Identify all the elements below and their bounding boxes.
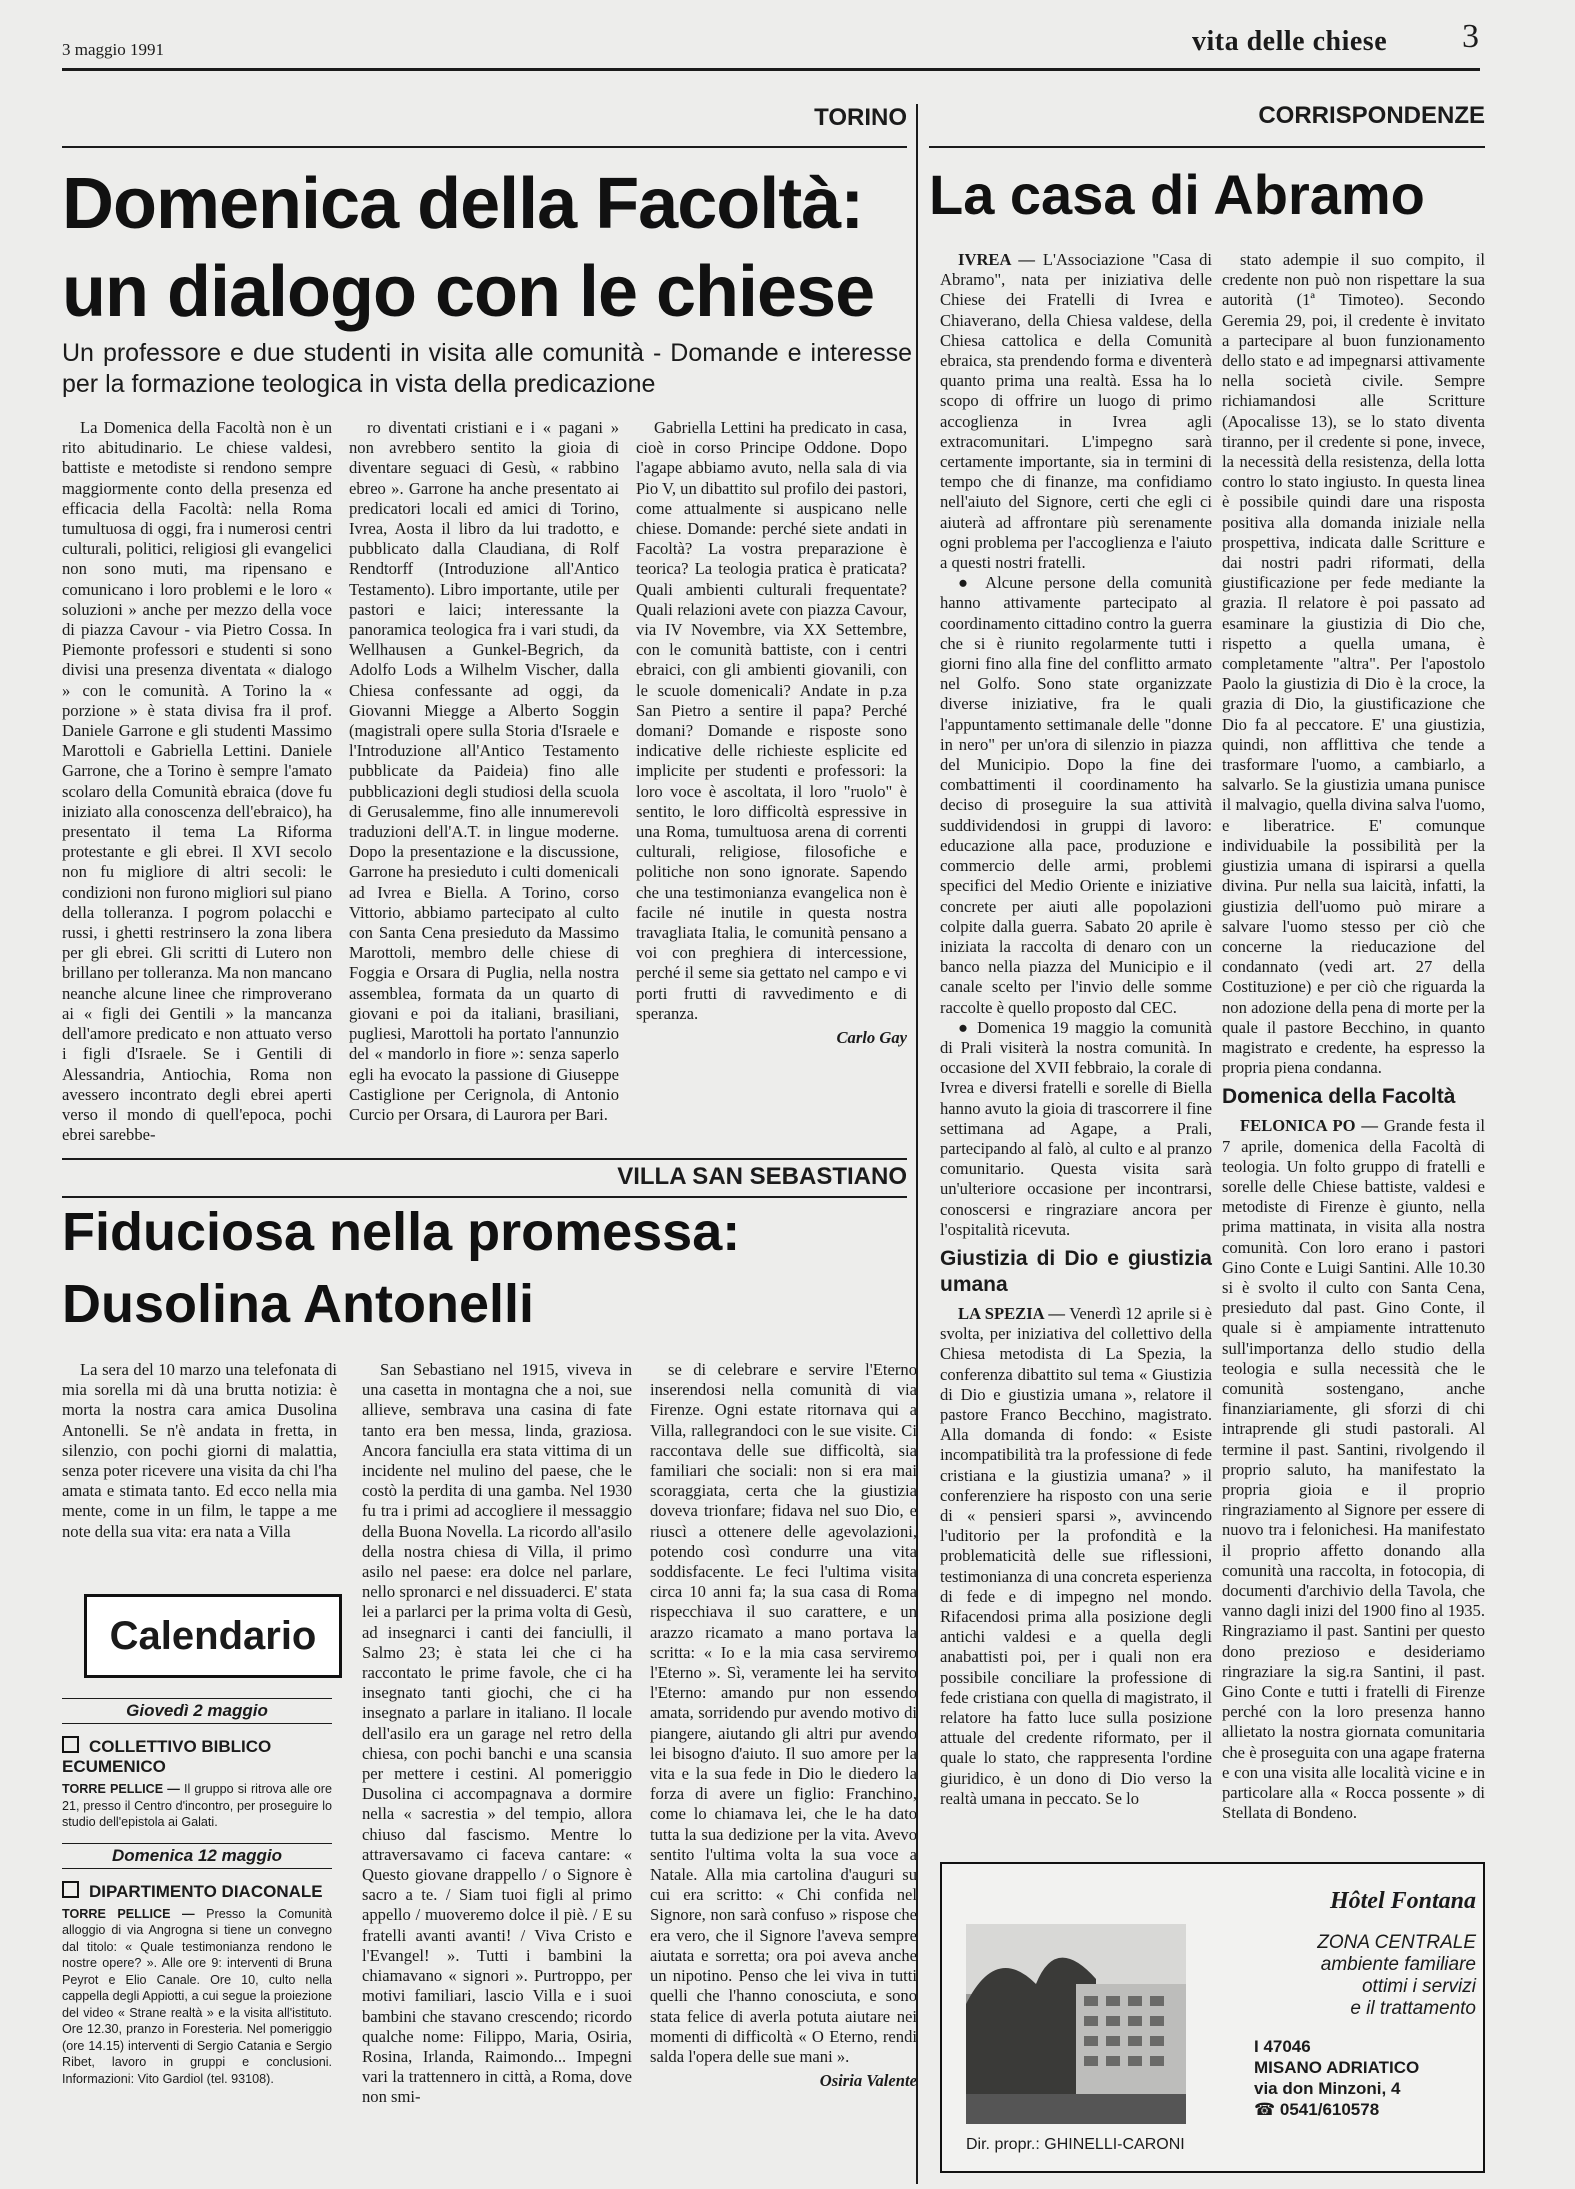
author-signature: Carlo Gay — [836, 1028, 907, 1048]
article-column: se di celebrare e servire l'Eterno inserendosi nella comunità di via Firenze. Ogni estate ritornava qui a Villa, rallegrandoci con le sue visite. Ci raccontava delle sue difficoltà, sia familiari che sociali: non si era mai scoraggiata, certa che la giustizia doveva trionfare; fidava nel suo Dio, e riuscì a ottenere delle agevolazioni, potendo così condurre una vita soddisfacente. Le feci l'ultima visita circa 10 anni fa; la sua casa di Roma rispecchiava il suo carattere, e un arazzo ricamato a mano portava la scritta: « Io e la mia casa serviremo l'Eterno ». Sì, veramente lei ha servito l'Eterno: amando pur non essendo amata, sorridendo pur avendo motivo di piangere, aiutando gli altri pur avendo lei bisogno d'aiuto. Il suo amore per la vita e la sua fede in Dio le diedero la forza di avere un figlio: Franchino, come lo chiamava lei, che le ha dato tutta la sua dedizione per la vita. Avevo sentito l'ultima volta la sua voce a Natale. Alla mia cartolina d'auguri su cui era scritto: « Chi confida nel Signore, non sarà confuso » rispose che era vero, che il Signore l'aveva sempre aiutata e sorretta; ora poi aveva anche un nipotino. Penso che lei viva in tutti quelli che l'hanno conosciuta, e sono stata felice di averla potuta aiutare nei momenti di difficoltà « O Eterno, rendi salda l'opera delle sue mani ». Osiria Valente — [650, 1360, 917, 2091]
phone-number: ☎ 0541/610578 — [1254, 2100, 1380, 2119]
calendar-event-title: COLLETTIVO BIBLICO ECUMENICO — [62, 1737, 272, 1776]
article-column: Gabriella Lettini ha predicato in casa, cioè in corso Principe Oddone. Dopo l'agape abbiamo avuto, nella sala di via Pio V, un dibattito sul profilo dei pastori, come attualmente si auspicano nelle chiese. Domande: perché siete andati in Facoltà? La vostra preparazione è teorica? La teologia pratica è praticata? Quali ambienti culturali frequentate? Quali relazioni avete con piazza Cavour, via IV Novembre, via XX Settembre, con le comunità battiste, con i centri ebraici, con gli ambienti giovanili, con le scuole domenicali? Andate in p.za San Pietro a sentire il papa? Perché domani? Domande e risposte sono indicative delle richieste esplicite ed implicite per studenti e professori: la loro voce è ascoltata, il loro "ruolo" è sentito, le loro difficoltà espressive in una Roma, tumultuosa arena di correnti culturali, religiose, filosofiche e politiche non sono ignorate. Sapendo che una testimonianza evangelica non è facile né inutile in questa nostra travagliata Italia, le comunità pensano a voi con preghiera di intercessione, perché il seme sia gettato nel campo e vi porti frutti di ravvedimento e di speranza. Carlo Gay — [636, 418, 907, 1048]
hotel-name: Hôtel Fontana — [1329, 1888, 1476, 1914]
article-column: ro diventati cristiani e i « pagani » non avrebbero sentito la gioia di diventare seguaci di Gesù, « rabbino ebreo ». Garrone ha anche presentato ai predicatori locali ed amici di Torino, Ivrea, Aosta il libro da lui tradotto, e pubblicato dalla Claudiana, di Rolf Rendtorff (Introduzione all'Antico Testamento). Libro importante, utile per pastori e laici; interessante la panoramica teologica fra i vari studi, da Wellhausen a Gunkel-Begrich, da Adolfo Lods a Wilhelm Vischer, dalla Chiesa confessante ad oggi, da Giovanni Miegge a Alberto Soggin (magistrali opere sulla Storia d'Israele e l'Introduzione all'Antico Testamento pubblicate da Paideia) fino alle pubblicazioni degli studiosi della scuola di Gerusalemme, fino alle innumerevoli traduzioni dell'A.T. in lingue moderne. Dopo la presentazione e la discussione, Garrone ha presieduto i culti domenicali ad Ivrea e Biella. A Torino, corso Vittorio, abbiamo partecipato al culto con Santa Cena presieduto da Massimo Marottoli, membro delle chiese di Foggia e Orsara di Puglia, nella nostra assemblea, formata da un quarto di giovani e poi da italiani, brasiliani, pugliesi, Marottoli ha portato l'annunzio del « mandorlo in fiore »: senza saperlo egli ha evocato la passione di Giuseppe Castiglione per Cerignola, di Antonio Curcio per Orsara, di Laurora per Bari. — [349, 418, 619, 1124]
article-column: La sera del 10 marzo una telefonata di mia sorella mi dà una brutta notizia: è morta la nostra cara amica Dusolina Antonelli. Se n'è andata in fretta, in silenzio, con pochi giorni di malattia, senza poter ricevere una visita da chi l'ha amata e stimata tanto. Ed ecco nella mia mente, come in un film, le tappe a me note della sua vita: era nata a Villa — [62, 1360, 337, 1541]
calendar-event-text: TORRE PELLICE — Presso la Comunità alloggio di via Angrogna si tiene un convegno dal titolo: « Quale testimonianza rendono le nostre opere? ». Alle ore 9: interventi di Bruna Peyrot e Elio Canale. Ore 10, culto nella cappella degli Appiotti, a cui segue la proiezione del video « Strane realtà » e la visita all'istituto. Ore 12.30, pranzo in Foresteria. Nel pomeriggio (ore 14.15) interventi di Sergio Catania e Sergio Ribet, lavoro in gruppi e conclusioni. Informazioni: Vito Gardiol (tel. 93108). — [62, 1906, 332, 2086]
article-column: San Sebastiano nel 1915, viveva in una casetta in montagna che a noi, sue allieve, sembrava una casina di fate tanto era ben messa, linda, graziosa. Ancora fanciulla era stata vittima di un incidente nel mulino del paese, che le costò la perdita di una gamba. Nel 1930 fu tra i primi ad accogliere il messaggio della Buona Novella. La ricordo all'asilo della nostra chiesa di Villa, il primo asilo nel paese: era dolce nel parlare, nello spronarci e nel dissuaderci. E' stata lei a parlarci per la prima volta di Gesù, ad insegnarci i canti dei fanciulli, il Salmo 23; è stata lei che ci ha raccontato le prime favole, che ci ha insegnato tanti giochi, che ci ha insegnato a parlare in italiano. Il locale dell'asilo era un garage nel retro della chiesa, con pochi banchi e una scansia per mettere i cestini. Al pomeriggio Dusolina ci accompagnava a dormire nella « sacrestia » del tempio, allora chiuso dal fascismo. Mentre lo attraversavamo ci faceva cantare: « Questo giovane drappello / o Signore è sacro a te. / Siam tuoi figli al primo appello / muoveremo dolce il piè. / E su fratelli avanti avanti! / Viva Cristo e l'Evangel! ». Tutti i bambini la chiamavano « signori ». Purtroppo, per motivi familiari, lascio Villa e i suoi bambini che stavano crescendo; ricordo qualche nome: Filippo, Maria, Osiria, Rosina, Irlanda, Raimondo... Impegni vari la trattennero in città, a Roma, dove non smi- — [362, 1360, 632, 2107]
calendar-date: Giovedì 2 maggio — [62, 1698, 332, 1724]
header-rule — [62, 68, 1480, 71]
headline-giustizia: Giustizia di Dio e giustizia umana — [940, 1246, 1212, 1296]
dateline: FELONICA PO — — [1240, 1116, 1379, 1136]
subheadline-facolta: Un professore e due studenti in visita alle comunità - Domande e interesse per la formazione teologica in vista della predicazione — [62, 339, 912, 398]
section-label-corrispondenze: CORRISPONDENZE — [1258, 102, 1485, 129]
publication-title: vita delle chiese — [1192, 26, 1388, 57]
headline-felonica: Domenica della Facoltà — [1222, 1085, 1456, 1109]
headline-facolta: Domenica della Facoltà: un dialogo con le chiese — [62, 164, 875, 332]
article-column: IVREA — L'Associazione "Casa di Abramo", nata per iniziativa delle Chiese dei Fratelli di Ivrea e Chiaverano, della Chiesa valdese, della Chiesa cattolica e della Comunità ebraica, sta prendendo forma e diventerà quanto prima una realtà. Essa ha lo scopo di offrire un luogo di primo accoglienza in Ivrea agli extracomunitari. L'impegno sarà certamente importante, sia in termini di tempo che di finanze, ma confidiamo nell'aiuto del Signore, certi che egli ci aiuterà ad affrontare più serenamente ogni problema per l'accoglienza e l'aiuto a questi nostri fratelli. ● Alcune persone della comunità hanno attivamente partecipato al coordinamento cittadino contro la guerra che si è riunito regolarmente tutti i giorni fino alla fine del conflitto armato nel Golfo. Sono state organizzate diverse iniziative, fra le quali l'appuntamento settimanale delle "donne in nero" per un'ora di silenzio in piazza del Municipio. Dopo la fine dei combattimenti il coordinamento ha deciso di proseguire la sua attività suddividendosi in gruppi di lavoro: educazione alla pace, produzione e commercio delle armi, problemi specifici del Medio Oriente e iniziative concrete per aiuti alle popolazioni colpite dalla guerra. Sabato 20 aprile è iniziata la raccolta di denaro con un banco nella piazza del Municipio e il canale scelto per l'invio delle somme raccolte è quello proposto dal CEC. ● Domenica 19 maggio la comunità di Prali visiterà la nostra comunità. In occasione del XVII febbraio, la corale di Ivrea e diversi fratelli e sorelle di Biella hanno avuto la gioia di trascorrere il fine settimana ad Agape, a Prali, partecipando al falò, al culto e al pranzo comunitario. Questa visita sarà un'ulteriore occasione per incontrarsi, conoscersi e ringraziare ancora per l'ospitalità ricevuta. Giustizia di Dio e giustizia umana LA SPEZIA — Venerdì 12 aprile si è svolta, per iniziativa del collettivo della Chiesa metodista di La Spezia, la conferenza dibattito sul tema « Giustizia di Dio e giustizia umana », relatore il pastore Franco Becchino, magistrato. Alla domanda di fondo: « Esiste incompatibilità tra la professione di fede cristiana e la giustizia umana? » il conferenziere ha risposto con una serie di « pensieri sparsi », avvincendo l'uditorio per la profondità e la problematicità delle sue riflessioni, testimonianza di una concreta esperienza di fede e di impegno nel mondo. Rifacendosi prima alla posizione degli antichi valdesi e a quella degli anabattisti poi, per i quali non era possibile conciliare la professione di fede cristiana con quella di magistrato, il relatore ha fatto luce sulla posizione attuale del credente riformato, per il quale lo stato, che rappresenta l'ordine giuridico, è un dono di Dio verso la realtà umana in peccato. Se lo — [940, 250, 1212, 1808]
article-column: La Domenica della Facoltà non è un rito abitudinario. Le chiese valdesi, battiste e metodiste si rendono sempre maggiormente conto della presenza ed efficacia della Facoltà: nella Roma tumultuosa di oggi, fra i numerosi centri culturali, politici, religiosi gli evangelici non sono muti, ma ripensano e comunicano i loro problemi e le loro « soluzioni » anche per mezzo della voce di piazza Cavour - via Pietro Cossa. In Piemonte professori e studenti si sono divisi una presenza diventata « dialogo » con le comunità. A Torino la « porzione » è stata divisa fra il prof. Daniele Garrone e gli studenti Massimo Marottoli e Gabriella Lettini. Daniele Garrone, che a Torino è sempre l'amato scolaro della Comunità ebraica (dove fu iniziato alla conoscenza dell'ebraico), ha presentato il tema La Riforma protestante e gli ebrei. Il XVI secolo non fu migliore di altri secoli: le condizioni non furono migliori sul piano della tolleranza. I pogrom polacchi e russi, i ghetti restrinsero la zona libera per gli ebrei. Gli scritti di Lutero non brillano per tolleranza. Ma non mancano neanche alcune linee che rimproverano ai « figli dei Gentili » la mancanza dell'amore predicato e non attuato verso i figli d'Israele. Se i Gentili di Alessandria, Antiochia, Roma non avessero incontrato degli ebrei aperti verso il mondo di quell'epoca, pochi ebrei sarebbe- — [62, 418, 333, 1145]
headline-abramo: La casa di Abramo — [929, 163, 1425, 226]
headline-dusolina: Fiduciosa nella promessa: Dusolina Antonelli — [62, 1202, 741, 1334]
calendar-event-text: TORRE PELLICE — Il gruppo si ritrova alle ore 21, presso il Centro d'incontro, per proseguire lo studio dell'epistola ai Galati. — [62, 1782, 333, 1829]
hotel-address: I 47046 MISANO ADRIATICO via don Minzoni, 4 ☎ 0541/610578 — [1254, 2036, 1484, 2120]
dateline: IVREA — — [958, 250, 1035, 269]
calendar-list — [62, 1698, 332, 2087]
dateline: LA SPEZIA — — [958, 1303, 1065, 1323]
calendar-heading: Calendario — [84, 1594, 342, 1678]
section-label-torino: TORINO — [814, 104, 907, 131]
issue-date: 3 maggio 1991 — [62, 40, 164, 59]
checkbox-square-icon — [62, 1881, 79, 1898]
hotel-owner: Dir. propr.: GHINELLI-CARONI — [966, 2136, 1185, 2153]
section-rule — [62, 146, 907, 148]
hotel-photo — [966, 1924, 1186, 2124]
checkbox-square-icon — [62, 1736, 79, 1753]
section-rule — [929, 146, 1485, 148]
calendar-event-title: DIPARTIMENTO DIACONALE — [62, 1881, 332, 1902]
page-number: 3 — [1462, 18, 1479, 55]
author-signature: Osiria Valente — [819, 2071, 917, 2091]
section-label-villa: VILLA SAN SEBASTIANO — [617, 1163, 907, 1190]
calendar-date: Domenica 12 maggio — [62, 1843, 332, 1869]
hotel-description: ZONA CENTRALE ambiente familiare ottimi i servizi e il trattamento — [1317, 1932, 1476, 2019]
section-rule — [62, 1158, 907, 1160]
article-column: stato adempie il suo compito, il credente non può non rispettare la sua autorità (1ª Timoteo). Secondo Geremia 29, poi, il credente è invitato a partecipare al buon funzionamento dello stato e ad impegnarsi attivamente nella società civile. Sempre richiamandosi alle Scritture (Apocalisse 13), se lo stato diventa tiranno, per il credente si pone, invece, la necessità della resistenza, della lotta contro lo stato ingiusto. In questa linea è possibile quindi dare una risposta positiva alla domanda iniziale nella prospettiva, indicata dalle Scritture e dai nostri padri riformati, della giustificazione per fede mediante la grazia. Il relatore è poi passato ad esaminare la giustizia di Dio che, rispetto a quella umana, è completamente "altra". Per l'apostolo Paolo la giustizia di Dio è la croce, la grazia di Dio, la giustificazione che Dio fa al peccatore. E' una giustizia, quindi, non afflittiva che tende a trasformare l'uomo, a cambiarlo, a salvarlo. Se la giustizia umana punisce il malvagio, quella divina salva l'uomo, e liberatrice. E' comunque individuabile la possibilità per la giustizia umana di ispirarsi a quella divina. Pur nella sua laicità, infatti, la giustizia dell'uomo può mirare a salvare l'uomo stesso per ciò che concerne la rieducazione del condannato (vedi art. 27 della Costituzione) e per ciò che riguarda la non adozione della pena di morte per la quale il pastore Becchino, in quanto magistrato e credente, ha espresso la propria piena condanna. Domenica della Facoltà FELONICA PO — Grande festa il 7 aprile, domenica della Facoltà di teologia. Un folto gruppo di fratelli e sorelle delle Chiese battiste, valdesi e metodiste di Firenze è giunto, nella prima mattinata, in visita alla nostra comunità. Con loro erano i pastori Gino Conte e Luigi Santini. Alle 10.30 si è svolto il culto con Santa Cena, presieduto dal past. Gino Conte, il quale si è ampiamente intrattenuto sull'importanza dello studio della teologia e sulla necessità che le comunità sostengano, anche finanziariamente, gli sforzi di chi intraprende gli studi pastorali. Al termine il past. Santini, rivolgendo il proprio saluto, ha manifestato la propria gioia e il proprio ringraziamento al Signore per essere di nuovo tra i felonichesi. Ha manifestato il proprio affetto donando alla comunità una raccolta, in fotocopia, di documenti d'archivio della Tavola, che vanno dagli inizi del 1900 fino al 1935. Ringraziamo il past. Santini per questo dono prezioso e desideriamo ringraziare la sig.ra Santini, il past. Gino Conte e tutti i fratelli di Firenze perché con la loro presenza hanno allietato la nostra giornata comunitaria che è proseguita con una agape fraterna e con una visita alle località vicine e in particolare alla « Rocca possente » di Stellata di Bondeno. — [1222, 250, 1485, 1823]
